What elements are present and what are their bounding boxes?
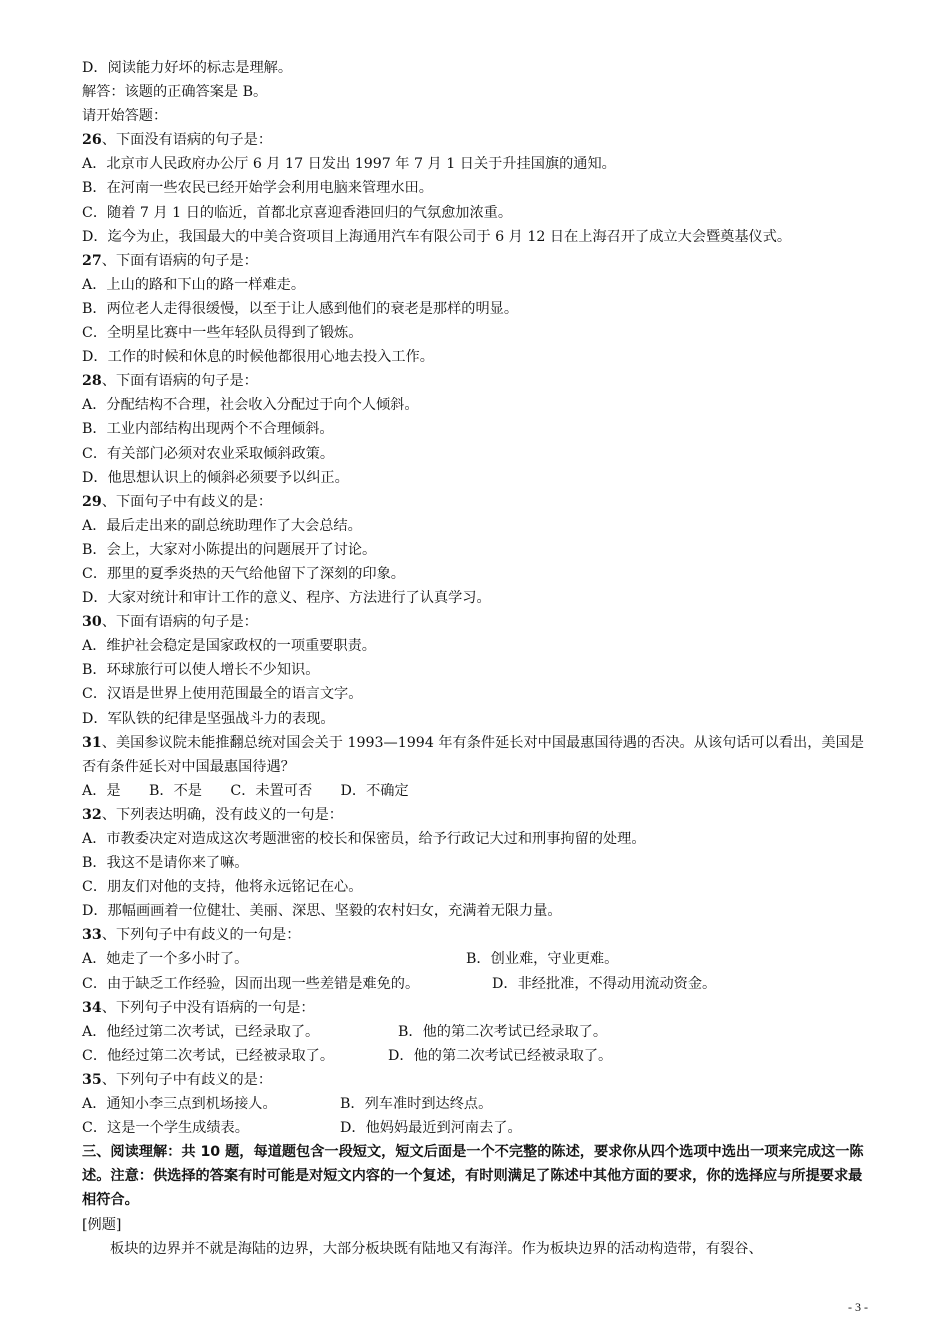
option: A．分配结构不合理，社会收入分配过于向个人倾斜。 — [82, 397, 419, 414]
document-page — [82, 56, 882, 1261]
option: B．我这不是请你来了嘛。 — [82, 855, 249, 872]
question-stem: 、下面有语病的句子是： — [101, 373, 258, 390]
question-number: 30 — [82, 614, 102, 631]
option: C．朋友们对他的支持，他将永远铭记在心。 — [82, 879, 363, 896]
option: A．上山的路和下山的路一样难走。 — [82, 276, 306, 293]
option: D．那幅画画着一位健壮、美丽、深思、坚毅的农村妇女，充满着无限力量。 — [82, 903, 562, 920]
option: C．他经过第二次考试，已经被录取了。 — [82, 1047, 335, 1064]
question-number: 31 — [82, 734, 102, 751]
question-number: 29 — [82, 493, 102, 510]
option: B．工业内部结构出现两个不合理倾斜。 — [82, 421, 334, 438]
option: B．环球旅行可以使人增长不少知识。 — [82, 662, 320, 679]
option: B．会上，大家对小陈提出的问题展开了讨论。 — [82, 541, 377, 558]
question-34 — [82, 996, 882, 1068]
question-33 — [82, 923, 882, 995]
option: C．随着 7 月 1 日的临近，首都北京喜迎香港回归的气氛愈加浓重。 — [82, 204, 513, 221]
question-number: 27 — [82, 252, 102, 269]
start-prompt: 请开始答题： — [82, 108, 168, 125]
question-stem: 、下面句子中有歧义的是： — [101, 493, 273, 510]
question-30 — [82, 610, 882, 730]
option: B．创业难，守业更难。 — [466, 951, 619, 968]
option: D．大家对统计和审计工作的意义、程序、方法进行了认真学习。 — [82, 590, 491, 607]
question-number: 34 — [82, 999, 102, 1016]
question-number: 32 — [82, 806, 102, 823]
question-stem: 、下列句子中有歧义的一句是： — [101, 927, 301, 944]
example-label: [例题] — [82, 1216, 122, 1233]
option: D．他思想认识上的倾斜必须要予以纠正。 — [82, 469, 349, 486]
question-26 — [82, 128, 882, 248]
question-stem: 、下列句子中有歧义的是： — [101, 1071, 273, 1088]
inline-options: A．是 B．不是 C．未置可否 D．不确定 — [82, 782, 409, 799]
option: B．两位老人走得很缓慢，以至于让人感到他们的衰老是那样的明显。 — [82, 300, 519, 317]
option: C．汉语是世界上使用范围最全的语言文字。 — [82, 686, 363, 703]
option: A．最后走出来的副总统助理作了大会总结。 — [82, 517, 362, 534]
question-number: 26 — [82, 132, 102, 149]
option: C．这是一个学生成绩表。 — [82, 1120, 249, 1137]
option: D．他妈妈最近到河南去了。 — [340, 1120, 522, 1137]
page-number: - 3 - — [848, 1300, 868, 1314]
option: A．维护社会稳定是国家政权的一项重要职责。 — [82, 638, 376, 655]
question-number: 33 — [82, 927, 102, 944]
option: C．由于缺乏工作经验，因而出现一些差错是难免的。 — [82, 975, 420, 992]
option: A．市教委决定对造成这次考题泄密的校长和保密员，给予行政记大过和刑事拘留的处理。 — [82, 831, 646, 847]
section-heading: 三、阅读理解：共 10 题，每道题包含一段短文，短文后面是一个不完整的陈述，要求你从四个选项中选出一项来完成这一陈述。注意：供选择的答案有时可能是对短文内容的一个复述，有时则满足了陈述中其他方面的要求，你的选择应与所提要求最相符合。 — [82, 1144, 864, 1209]
option: D．非经批准，不得动用流动资金。 — [492, 975, 717, 992]
question-stem: 、下面有语病的句子是： — [101, 614, 258, 631]
option: C．全明星比赛中一些年轻队员得到了锻炼。 — [82, 325, 363, 342]
question-27 — [82, 249, 882, 369]
question-29 — [82, 490, 882, 610]
answer-note: 解答：该题的正确答案是 B。 — [82, 84, 268, 101]
question-number: 28 — [82, 373, 102, 390]
option: D．迄今为止，我国最大的中美合资项目上海通用汽车有限公司于 6 月 12 日在上海召开了成立大会暨奠基仪式。 — [82, 228, 792, 245]
option: A．通知小李三点到机场接人。 — [82, 1096, 277, 1113]
question-28 — [82, 369, 882, 489]
option: D．军队铁的纪律是坚强战斗力的表现。 — [82, 710, 335, 727]
option: A．北京市人民政府办公厅 6 月 17 日发出 1997 年 7 月 1 日关于升挂国旗的通知。 — [82, 156, 616, 173]
question-stem: 、下面没有语病的句子是： — [101, 132, 273, 149]
question-stem: 、下面有语病的句子是： — [101, 252, 258, 269]
question-stem: 、下列表达明确，没有歧义的一句是： — [101, 806, 343, 823]
question-31 — [82, 731, 882, 803]
question-stem: 、下列句子中没有语病的一句是： — [101, 999, 315, 1016]
option: B．在河南一些农民已经开始学会利用电脑来管理水田。 — [82, 180, 433, 197]
option: C．有关部门必须对农业采取倾斜政策。 — [82, 445, 335, 462]
option: B．列车准时到达终点。 — [340, 1096, 493, 1113]
question-32 — [82, 803, 882, 923]
question-number: 35 — [82, 1071, 102, 1088]
option: A．她走了一个多小时了。 — [82, 951, 249, 968]
option: B．他的第二次考试已经录取了。 — [398, 1023, 608, 1040]
option: D．他的第二次考试已经被录取了。 — [388, 1047, 613, 1064]
option: A．他经过第二次考试，已经录取了。 — [82, 1023, 320, 1040]
prev-option-d: D．阅读能力好坏的标志是理解。 — [82, 60, 293, 76]
passage-text: 板块的边界并不就是海陆的边界，大部分板块既有陆地又有海洋。作为板块边界的活动构造带，有裂谷、 — [110, 1240, 763, 1257]
option: D．工作的时候和休息的时候他都很用心地去投入工作。 — [82, 349, 434, 366]
option: C．那里的夏季炎热的天气给他留下了深刻的印象。 — [82, 565, 405, 582]
question-35 — [82, 1068, 882, 1140]
question-stem: 、美国参议院未能推翻总统对国会关于 1993—1994 年有条件延长对中国最惠国待遇的否决。从该句话可以看出，美国是否有条件延长对中国最惠国待遇？ — [82, 734, 864, 775]
